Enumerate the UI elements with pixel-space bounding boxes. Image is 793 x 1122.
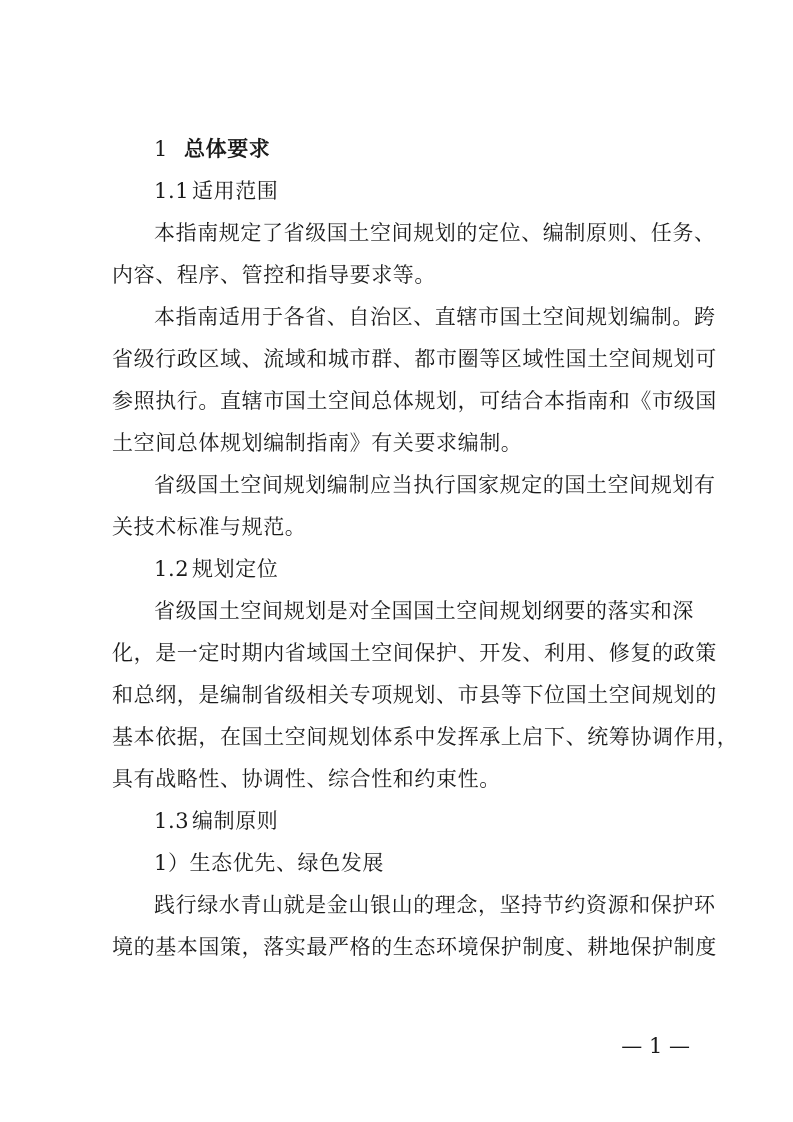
heading-1-1-title: 适用范围 [192,179,279,203]
paragraph-line: 践行绿水青山就是金山银山的理念，坚持节约资源和保护环 [154,893,716,917]
paragraph-line: 具有战略性、协调性、综合性和约束性。 [112,767,501,791]
heading-1-title: 总体要求 [184,136,271,161]
paragraph-line: 境的基本国策，落实最严格的生态环境保护制度、耕地保护制度 [112,935,717,959]
heading-1-number: 1 [154,137,168,161]
heading-1-3-title: 编制原则 [192,809,279,833]
paragraph-line: 和总纲，是编制省级相关专项规划、市县等下位国土空间规划的 [112,683,717,707]
paragraph-line: 省级国土空间规划编制应当执行国家规定的国土空间规划有 [154,473,716,497]
paragraph-line: 省级行政区域、流域和城市群、都市圈等区域性国土空间规划可 [112,347,717,371]
paragraph-line: 省级国土空间规划是对全国国土空间规划纲要的落实和深 [154,599,694,623]
paragraph-line: 土空间总体规划编制指南》有关要求编制。 [112,431,523,455]
heading-1-3-number: 1.3 [154,809,190,833]
page-number: — 1 — [621,1034,690,1058]
paragraph-line: 本指南适用于各省、自治区、直辖市国土空间规划编制。跨 [154,305,716,329]
heading-1-2-number: 1.2 [154,557,190,581]
paragraph-line: 化，是一定时期内省域国土空间保护、开发、利用、修复的政策 [112,641,717,665]
list-item-title: 1）生态优先、绿色发展 [154,851,384,875]
heading-1-2-title: 规划定位 [192,557,279,581]
paragraph-line: 本指南规定了省级国土空间规划的定位、编制原则、任务、 [154,221,716,245]
paragraph-line: 基本依据，在国土空间规划体系中发挥承上启下、统筹协调作用， [112,725,739,749]
heading-1-3 [112,800,682,842]
paragraph-line: 内容、程序、管控和指导要求等。 [112,263,436,287]
heading-1-1 [112,170,682,212]
heading-1-2 [112,548,682,590]
heading-1 [112,128,682,170]
page-content [112,128,739,968]
paragraph-line: 参照执行。直辖市国土空间总体规划，可结合本指南和《市级国 [112,389,717,413]
paragraph-line: 关技术标准与规范。 [112,515,307,539]
heading-1-1-number: 1.1 [154,179,190,203]
